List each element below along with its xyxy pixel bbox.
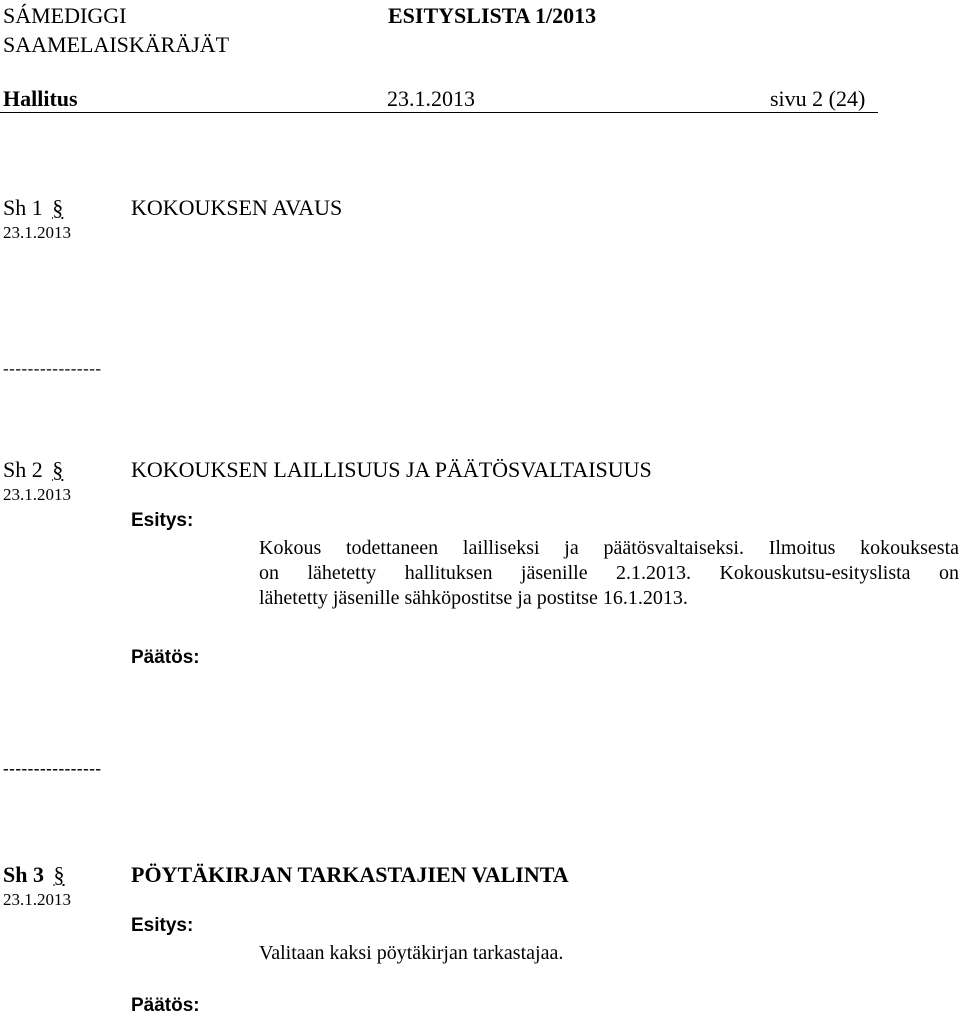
item-2-number <box>3 458 63 482</box>
item-3-title: PÖYTÄKIRJAN TARKASTAJIEN VALINTA <box>131 862 569 887</box>
item-3-proposal-label: Esitys: <box>131 915 194 936</box>
separator-2: ---------------- <box>3 759 102 778</box>
item-1-title: KOKOUKSEN AVAUS <box>131 195 343 220</box>
section-sign-icon: § <box>52 195 64 220</box>
org-name-north-sami: SÁMEDIGGI <box>3 3 127 28</box>
item-2-decision-label: Päätös: <box>131 647 200 668</box>
section-sign-icon: § <box>53 862 65 887</box>
item-2-proposal-line-2: on lähetetty hallituksen jäsenille 2.1.2013. Kokouskutsu-esityslista on <box>259 562 959 584</box>
item-2-proposal-text <box>259 536 959 611</box>
item-3-date: 23.1.2013 <box>3 890 71 909</box>
item-3-number-text: Sh 3 <box>3 862 44 887</box>
item-1-date: 23.1.2013 <box>3 223 71 242</box>
item-1-number-text: Sh 1 <box>3 195 43 220</box>
item-2-date: 23.1.2013 <box>3 485 71 504</box>
item-3-number <box>3 863 64 887</box>
item-2-proposal-line-1: Kokous todettaneen lailliseksi ja päätösvaltaiseksi. Ilmoitus kokouksesta <box>259 537 959 559</box>
header-date: 23.1.2013 <box>387 86 475 111</box>
section-sign-icon: § <box>52 457 64 482</box>
document-title: ESITYSLISTA 1/2013 <box>388 3 597 28</box>
item-2-title: KOKOUKSEN LAILLISUUS JA PÄÄTÖSVALTAISUUS <box>131 457 652 482</box>
body-name: Hallitus <box>3 86 78 111</box>
item-2-number-text: Sh 2 <box>3 457 43 482</box>
header-underline <box>0 112 878 113</box>
item-3-proposal-text: Valitaan kaksi pöytäkirjan tarkastajaa. <box>259 942 564 964</box>
item-1-number <box>3 196 63 220</box>
item-2-proposal-label: Esitys: <box>131 510 194 531</box>
page-number: sivu 2 (24) <box>770 86 866 111</box>
item-3-decision-label: Päätös: <box>131 995 200 1016</box>
org-name-finnish: SAAMELAISKÄRÄJÄT <box>3 32 230 57</box>
separator-1: ---------------- <box>3 359 102 378</box>
item-2-proposal-line-3: lähetetty jäsenille sähköpostitse ja postitse 16.1.2013. <box>259 587 688 609</box>
